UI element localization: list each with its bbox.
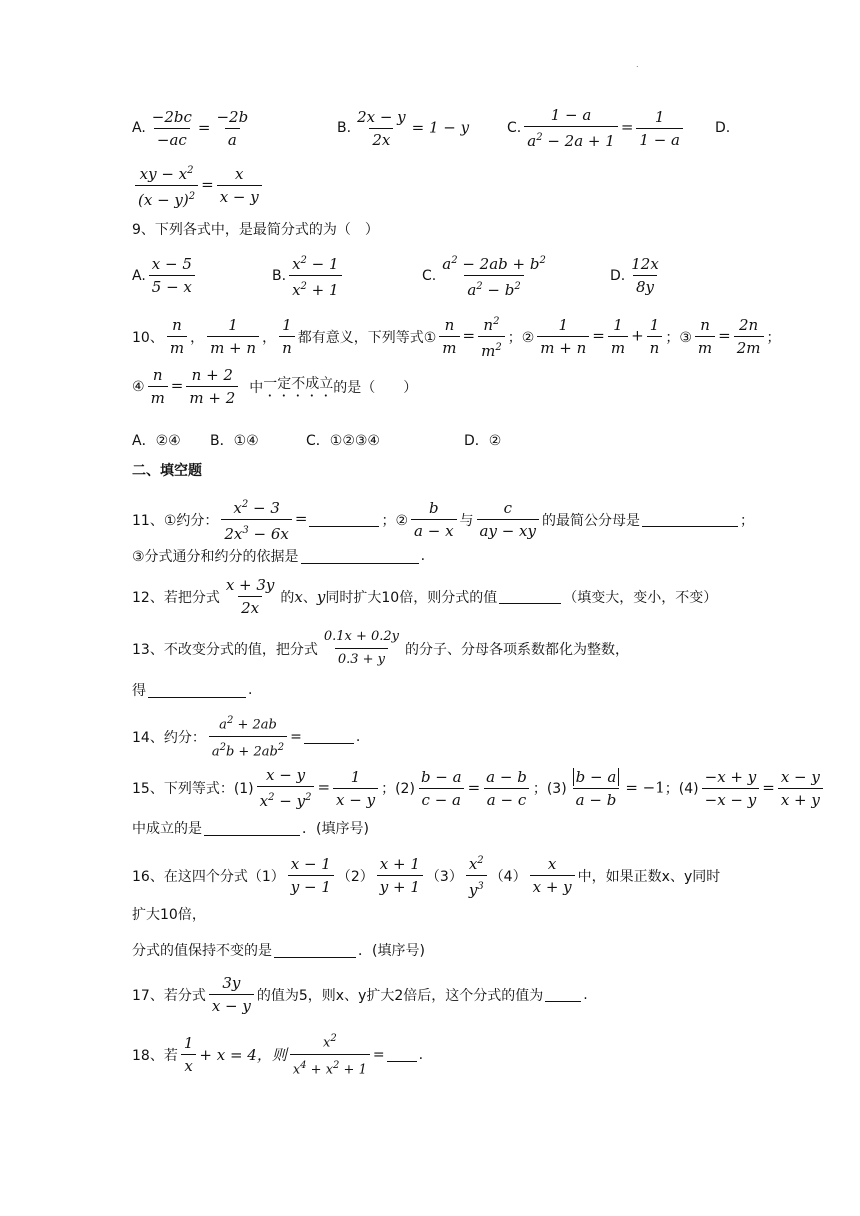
- q9-stem: 9、下列各式中，是最简分式的为（ ）: [132, 222, 379, 238]
- q8-option-a: A. $\frac{-2bc}{-ac}$ = $\frac{-2b}{a}$: [132, 108, 337, 149]
- q10-option-a: A．②④: [132, 433, 181, 449]
- q11-line1: 11、①约分： $\frac{x^2 - 3}{2x^3 - 6x}$ = ；② $\frac{b}{a - x}$ 与 $\frac{c}{ay - xy}$ 的最简公分母是 ；: [132, 499, 754, 543]
- q8-options-row: [132, 106, 800, 150]
- q18-blank[interactable]: [387, 1047, 417, 1062]
- q8-a-expr: $\frac{-2bc}{-ac}$ = $\frac{-2b}{a}$: [151, 107, 249, 149]
- q11-blank-1[interactable]: [309, 512, 379, 527]
- q16-line3: 分式的值保持不变的是 ．(填序号): [132, 943, 425, 959]
- q12-line: 12、若把分式 $\frac{x + 3y}{2x}$ 的 x 、 y 同时扩大10倍，则分式的值 （填变大，变小，不变）: [132, 576, 718, 617]
- q15-blank[interactable]: [204, 821, 300, 836]
- q13-line2: 得 .: [132, 682, 253, 699]
- q8-option-d-label: D.: [715, 120, 731, 136]
- q16-blank[interactable]: [274, 943, 356, 958]
- q9-option-b: B. $\frac{x^2 - 1}{x^2 + 1}$: [272, 252, 422, 299]
- corner-mark: .: [636, 60, 639, 69]
- q16-line2: 扩大10倍，: [132, 907, 206, 923]
- q13-line1: 13、不改变分式的值，把分式 $\frac{0.1x + 0.2y}{0.3 + y}$ 的分子、分母各项系数都化为整数，: [132, 629, 630, 667]
- q9-option-a: A. $\frac{x - 5}{5 - x}$: [132, 255, 272, 296]
- q8-option-b: B. $\frac{2x - y}{2x}$ = 1 − y: [337, 107, 470, 149]
- q11-line2: ③分式通分和约分的依据是 .: [132, 548, 426, 565]
- q17-blank[interactable]: [545, 987, 581, 1002]
- q8-c-expr: $\frac{1 - a}{a^2 - 2a + 1}$ = $\frac{1}{1 - a}$: [521, 106, 686, 150]
- q13-blank[interactable]: [148, 683, 246, 698]
- q10-option-d: D．②: [464, 433, 502, 449]
- q16-line1: 16、在这四个分式（1） $\frac{x - 1}{y - 1}$ （2） $\frac{x + 1}{y + 1}$ （3） $\frac{x^2}{y^3}$ （4） $\frac{x}{x + y}$ 中，如果正数x、y同时: [132, 855, 721, 899]
- q8-option-d: [132, 162, 800, 209]
- q14-line: 14、约分： $\frac{a^2 + 2ab}{a^2b + 2ab^2}$ = .: [132, 715, 361, 760]
- q8-option-c: C. $\frac{1 - a}{a^2 - 2a + 1}$ = $\frac{1}{1 - a}$: [507, 106, 715, 150]
- q10-option-b: B．①④: [210, 433, 259, 449]
- q8-d-expr: $\frac{xy - x^2}{(x - y)^2}$ = $\frac{x}{x - y}$: [132, 162, 265, 209]
- q9-option-d: D. $\frac{12x}{8y}$: [610, 255, 659, 296]
- q9-options-row: [132, 252, 800, 299]
- q18-line: 18、若 $\frac{1}{x}$ + x = 4，则 $\frac{x^2}{x^4 + x^2 + 1}$ = .: [132, 1033, 424, 1078]
- section-heading: 二、填空题: [132, 463, 202, 479]
- q15-line1: 15、下列等式：(1) $\frac{x - y}{x^2 - y^2}$ = $\frac{1}{x - y}$ ；(2) $\frac{b - a}{c - a}$ = $\frac{a - b}{a - c}$ ；(3) $\frac{b - a}{a - b}$ = −1 ；(4) $\frac{-x + y}{-x - y}$ = $\frac{x - y}{x + y}$: [132, 766, 800, 810]
- q9-option-c: C. $\frac{a^2 - 2ab + b^2}{a^2 - b^2}$: [422, 255, 546, 299]
- q11-blank-3[interactable]: [301, 549, 419, 564]
- q15-line2: 中成立的是 ．(填序号): [132, 821, 369, 837]
- q10-line2: ④ $\frac{n}{m}$ = $\frac{n + 2}{m + 2}$ 中 一定不成立 的是（ ）: [132, 366, 418, 407]
- q10-line1: 10、 $\frac{n}{m}$ ， $\frac{1}{m + n}$ ， $\frac{1}{n}$ 都有意义，下列等式① $\frac{n}{m}$ = $\frac{n^2}{m^2}$ ；② $\frac{1}{m + n}$ = $\frac{1}{m}$ + $\frac{1}{n}$ ；③ $\frac{n}{m}$ = $\frac{2n}{2m}$ ；: [132, 316, 781, 360]
- q11-blank-2[interactable]: [642, 512, 738, 527]
- q12-blank[interactable]: [499, 589, 561, 604]
- q14-blank[interactable]: [304, 729, 354, 744]
- q8-b-expr: $\frac{2x - y}{2x}$ = 1 − y: [357, 107, 470, 149]
- q17-line: 17、若分式 $\frac{3y}{x - y}$ 的值为5，则x、y扩大2倍后，这个分式的值为 .: [132, 974, 588, 1015]
- q10-options-row: [132, 430, 800, 450]
- q10-option-c: C．①②③④: [306, 433, 380, 449]
